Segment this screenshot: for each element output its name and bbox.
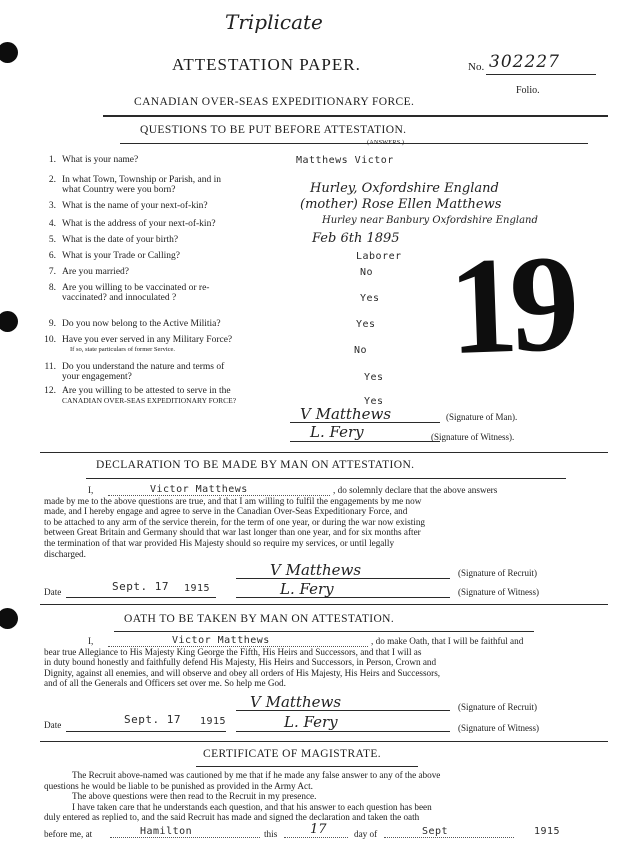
- declaration-recruit-label: (Signature of Recruit): [458, 568, 537, 578]
- triplicate-mark: Triplicate: [225, 10, 323, 34]
- declaration-date-label: Date: [44, 587, 62, 597]
- question-answer: No: [354, 345, 368, 356]
- divider-top: [103, 115, 608, 117]
- certificate-day: 17: [284, 822, 348, 838]
- answers-label: (ANSWERS.): [367, 139, 405, 146]
- oath-witness-signature: L. Fery: [284, 713, 338, 731]
- certificate-place: Hamilton: [110, 826, 260, 838]
- oath-date-label: Date: [44, 720, 62, 730]
- question-number: 6.: [48, 251, 56, 261]
- question-number: 9.: [48, 319, 56, 329]
- question-answer: (mother) Rose Ellen Matthews: [300, 197, 502, 212]
- question-number: 7.: [48, 267, 56, 277]
- certificate-year: 1915: [534, 826, 561, 837]
- declaration-line: , do solemnly declare that the above answers: [333, 485, 498, 495]
- declaration-line: made by me to the above questions are true, and that I am willing to fulfil the engagements by me now: [44, 495, 422, 506]
- declaration-line: to be attached to any arm of the service therein, for the term of one year, or during the war now existing: [44, 516, 426, 527]
- witness-signature-label: (Signature of Witness).: [431, 432, 515, 442]
- folio-label: Folio.: [516, 85, 540, 96]
- certificate-line: The above questions were then read to the Recruit in my presence.: [72, 791, 317, 802]
- question-text: Are you married?: [62, 267, 129, 277]
- question-text: Are you willing to be attested to serve in the: [62, 386, 231, 396]
- number-label: No.: [468, 61, 485, 73]
- question-number: 1.: [48, 155, 56, 165]
- certificate-heading-rule: [196, 766, 418, 767]
- oath-witness-line: [236, 731, 450, 732]
- oath-line: bear true Allegiance to His Majesty King George the Fifth, His Heirs and Successors, and that I will as: [44, 646, 422, 657]
- oath-recruit-label: (Signature of Recruit): [458, 702, 537, 712]
- declaration-line: made, and I hereby engage and agree to serve in the Canadian Over-Seas Expeditionary Force, and: [44, 506, 408, 517]
- declaration-witness-label: (Signature of Witness): [458, 587, 539, 597]
- stamp-number: 19: [446, 225, 574, 384]
- oath-heading: OATH TO BE TAKEN BY MAN ON ATTESTATION.: [124, 613, 395, 625]
- question-text: your engagement?: [62, 372, 132, 382]
- certificate-month: Sept: [384, 826, 514, 838]
- question-text: Have you ever served in any Military Force?: [62, 335, 233, 345]
- question-number: 5.: [48, 235, 56, 245]
- certificate-heading: CERTIFICATE OF MAGISTRATE.: [203, 748, 382, 760]
- oath-date-line: [66, 731, 226, 732]
- questions-heading-rule: [120, 143, 588, 144]
- punch-hole-middle: [0, 311, 18, 332]
- oath-witness-label: (Signature of Witness): [458, 723, 539, 733]
- witness-signature-line: [290, 441, 440, 442]
- question-answer: Hurley, Oxfordshire England: [310, 181, 499, 196]
- divider-declaration-oath: [40, 604, 608, 605]
- question-number: 8.: [48, 283, 56, 293]
- question-answer: Laborer: [356, 251, 402, 262]
- question-answer: Yes: [364, 396, 384, 407]
- question-text: What is the address of your next-of-kin?: [62, 219, 216, 229]
- question-text: If so, state particulars of former Service.: [70, 346, 176, 353]
- questions-heading: QUESTIONS TO BE PUT BEFORE ATTESTATION.: [140, 124, 407, 136]
- oath-recruit-signature: V Matthews: [250, 693, 342, 711]
- declaration-recruit-signature: V Matthews: [270, 561, 362, 579]
- certificate-day-of-label: day of: [354, 829, 378, 839]
- question-text: What is the name of your next-of-kin?: [62, 201, 208, 211]
- declaration-date: Sept. 17: [112, 580, 169, 593]
- question-text: Do you understand the nature and terms of: [62, 362, 225, 372]
- oath-line: and of all the Generals and Officers set over me. So help me God.: [44, 678, 286, 689]
- oath-i-label: I,: [88, 636, 94, 646]
- declaration-witness-line: [236, 597, 450, 598]
- question-number: 3.: [48, 201, 56, 211]
- certificate-line: I have taken care that he understands each question, and that his answer to each question has been: [72, 801, 432, 812]
- question-number: 11.: [44, 362, 56, 372]
- witness-signature: L. Fery: [310, 423, 364, 441]
- oath-line: Dignity, against all enemies, and will observe and obey all orders of His Majesty, His Heirs and Successors,: [44, 667, 441, 678]
- man-signature-label: (Signature of Man).: [446, 412, 518, 422]
- certificate-this-label: this: [264, 829, 278, 839]
- question-answer: Hurley near Banbury Oxfordshire England: [322, 215, 538, 226]
- punch-hole-top: [0, 42, 18, 63]
- declaration-line: between Great Britain and Germany should that war last longer than one year, and for six months after: [44, 527, 421, 538]
- man-signature: V Matthews: [300, 405, 392, 423]
- question-answer: Yes: [364, 372, 384, 383]
- question-text: What is the date of your birth?: [62, 235, 179, 245]
- divider-questions-declaration: [40, 452, 608, 453]
- punch-hole-bottom: [0, 608, 18, 629]
- question-number: 10.: [44, 335, 56, 345]
- declaration-line: the termination of that war provided His Majesty should so require my services, or until legally: [44, 538, 395, 548]
- number-underline: [486, 74, 596, 75]
- certificate-line: duly entered as replied to, and the said Recruit has made and signed the declaration and taken the oath: [44, 812, 420, 823]
- page-title: ATTESTATION PAPER.: [172, 55, 361, 74]
- declaration-witness-signature: L. Fery: [280, 580, 334, 598]
- declaration-year: 1915: [184, 583, 211, 594]
- question-answer: Yes: [356, 319, 376, 330]
- question-number: 12.: [44, 386, 56, 396]
- question-text: vaccinated? and innoculated ?: [62, 293, 177, 303]
- force-title: CANADIAN OVER-SEAS EXPEDITIONARY FORCE.: [134, 96, 415, 108]
- declaration-name: Victor Matthews: [108, 484, 330, 496]
- question-text: Do you now belong to the Active Militia?: [62, 319, 221, 329]
- oath-year: 1915: [200, 716, 227, 727]
- oath-heading-rule: [114, 631, 534, 632]
- regimental-number: 302227: [489, 52, 560, 72]
- declaration-i-label: I,: [88, 485, 94, 495]
- declaration-heading: DECLARATION TO BE MADE BY MAN ON ATTESTATION.: [96, 459, 415, 471]
- question-number: 4.: [48, 219, 56, 229]
- certificate-line: The Recruit above-named was cautioned by me that if he made any false answer to any of the above: [72, 770, 441, 780]
- question-answer: Feb 6th 1895: [312, 231, 400, 246]
- question-number: 2.: [48, 175, 56, 185]
- declaration-recruit-line: [236, 578, 450, 579]
- declaration-date-line: [66, 597, 216, 598]
- question-text: In what Town, Township or Parish, and in: [62, 175, 222, 185]
- oath-line: , do make Oath, that I will be faithful and: [371, 636, 524, 646]
- question-text: what Country were you born?: [62, 185, 176, 195]
- certificate-before-label: before me, at: [44, 829, 93, 839]
- question-answer: Matthews Victor: [296, 155, 394, 166]
- question-text: What is your Trade or Calling?: [62, 251, 180, 261]
- divider-oath-certificate: [40, 741, 608, 742]
- declaration-line: discharged.: [44, 548, 86, 559]
- oath-date: Sept. 17: [124, 713, 181, 726]
- oath-line: in duty bound honestly and faithfully defend His Majesty, His Heirs and Successors, in Person, Crown and: [44, 657, 437, 668]
- oath-recruit-line: [236, 710, 450, 711]
- certificate-line: questions he would be liable to be punished as provided in the Army Act.: [44, 780, 313, 791]
- declaration-heading-rule: [86, 478, 566, 479]
- question-text: What is your name?: [62, 155, 139, 165]
- question-answer: No: [360, 267, 374, 278]
- question-answer: Yes: [360, 293, 380, 304]
- question-text: CANADIAN OVER-SEAS EXPEDITIONARY FORCE?: [62, 396, 237, 405]
- oath-name: Victor Matthews: [108, 635, 368, 647]
- question-text: Are you willing to be vaccinated or re-: [62, 283, 210, 293]
